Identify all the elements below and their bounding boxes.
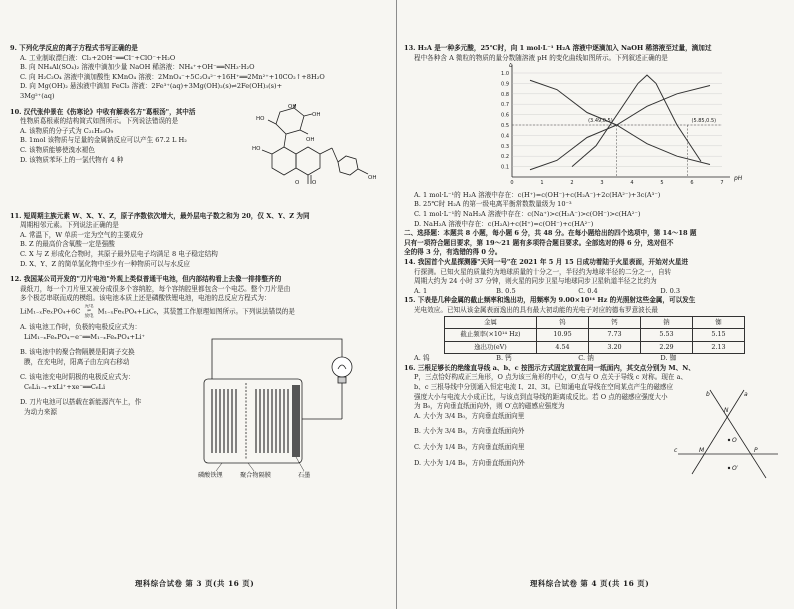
x-tick-label: 6 (690, 180, 694, 187)
q13-option-d: D. NaH₂A 溶液中存在：c(H₂A)+c(H⁺)=c(OH⁻)+c(HA²⁻) (414, 219, 594, 228)
q13-option-b: B. 25℃时 H₂A 的第一级电离平衡常数数量级为 10⁻³ (414, 200, 572, 209)
annotation-label: (3.49,0.5) (588, 118, 613, 125)
q15-option-d: D. 铷 (660, 354, 677, 363)
y-tick-label: 0.9 (501, 81, 509, 88)
q12-options-block (10, 319, 388, 479)
blade-battery-diagram (192, 319, 388, 479)
x-axis-label: pH (734, 175, 743, 183)
x-tick-label: 1 (540, 180, 544, 187)
reversible-arrow: 充电 ⇌ 放电 (84, 303, 94, 319)
q15-options (404, 354, 786, 364)
table-row: 截止频率(×10¹⁴ Hz) 10.95 7.73 5.53 5.15 (445, 329, 745, 342)
page-divider (396, 0, 397, 609)
q10-option-b: B. 1mol 该物质与足量的金属钠反应可以产生 67.2 L H₂ (20, 136, 187, 145)
q16-stem: 16. 三根足够长的绝缘直导线 a、b、c 按图示方式固定放置在同一纸面内，其交点分别为 M、N、 (404, 363, 695, 372)
wire-triangle-diagram (674, 382, 784, 482)
q12-option-a-cont: LiM₁₋ₓFeₓPO₄−e⁻══M₁₋ₓFeₓPO₄+Li⁺ (24, 332, 145, 341)
y-tick-label: 0.3 (501, 143, 509, 150)
q10-stem: 10. 汉代张仲景在《伤寒论》中收有解表名方"葛根汤"，其中活 (10, 107, 196, 116)
q14-option-d: D. 0.3 (660, 286, 681, 295)
y-tick-label: 0.8 (501, 91, 509, 98)
q12-option-b: B. 该电池中的聚合物隔膜是阳离子交换 (20, 348, 135, 357)
q9-option-d: D. 向 Mg(OH)₂ 悬浊液中滴加 FeCl₃ 溶液：2Fe³⁺(aq)+3Mg(OH)₂(s)⇌2Fe(OH)₃(s)+ (20, 82, 283, 91)
q12-stem: 12. 我国某公司开发的"刀片电池"外观上类似普通干电池，但内部结构看上去像一排排整齐的 (10, 275, 282, 284)
y-tick-label: 0.4 (501, 133, 509, 140)
q14-options (404, 287, 786, 297)
q14-stem-3: 周期大约为 24 小时 37 分钟，则火星的同步卫星与地球同步卫星轨道半径之比约为 (414, 277, 657, 286)
q12-option-d-cont: 为动力来源 (24, 408, 57, 417)
svg-text:O: O (312, 179, 317, 186)
section-2-line2: 只有一项符合题目要求，第 19～21 题有多项符合题目要求。全部选对的得 6 分，选对但不 (404, 238, 674, 247)
q14-stem-2: 行探测。已知火星的质量约为地球质量的十分之一，半径约为地球半径的二分之一，自转 (414, 267, 672, 276)
q16-option-b: B. 大小为 3/4 B₀，方向垂直纸面向外 (414, 427, 525, 436)
q12-option-d: D. 刀片电池可以搭载在新能源汽车上，作 (20, 398, 142, 407)
q9-option-b: B. 向 NH₄Al(SO₄)₂ 溶液中滴加少量 NaOH 稀溶液：NH₄⁺+OH⁻══NH₃·H₂O (20, 63, 255, 72)
table-header-row: 金属 钨 钙 钠 铷 (445, 316, 745, 329)
svg-text:a: a (744, 390, 748, 398)
q13-stem: 13. H₂A 是一种多元酸，25℃时，向 1 mol·L⁻¹ H₂A 溶液中逐滴加入 NaOH 稀溶液至过量，滴加过 (404, 44, 712, 52)
table-row: 逸出功(eV) 4.54 3.20 2.29 2.13 (445, 341, 745, 354)
label-separator: 聚合物隔膜 (240, 471, 271, 479)
q14-option-b: B. 0.5 (496, 286, 516, 295)
q16-option-d: D. 大小为 1/4 B₀，方向垂直纸面向外 (414, 458, 525, 467)
x-tick-label: 2 (570, 180, 574, 187)
footer-left: 理科综合试卷 第 3 页(共 16 页) (135, 579, 255, 588)
q16-option-c: C. 大小为 1/4 B₀，方向垂直纸面向里 (414, 443, 525, 452)
label-lfp: 磷酸铁锂 (198, 471, 223, 479)
q10-option-d: D. 该物质苯环上的一氯代物有 4 种 (20, 155, 124, 164)
left-page (10, 44, 388, 479)
y-tick-label: 0.6 (501, 112, 509, 119)
right-page (404, 44, 786, 482)
chart-series (530, 75, 710, 170)
q16-stem-4: 强度大小与电流大小成正比，与该点到直导线的距离成反比。若 O 点的磁感应强度大小 (414, 392, 668, 401)
q15-option-a: A. 钨 (414, 354, 430, 363)
q16-stem-3: b、c 三根导线中分别通入恒定电流 I、2I、3I。已知通电直导线在空间某点产生的磁感应 (414, 383, 674, 392)
svg-text:P: P (754, 446, 758, 454)
q15-stem: 15. 下表是几种金属的截止频率和逸出功，用频率为 9.00×10¹⁴ Hz 的光照射这些金属，可以发生 (404, 296, 696, 305)
q16-stem-2: P，三点恰好构成正三角形，O 点为该三角形的中心，O′点与 O 点关于导线 c 对称。现在 a、 (414, 373, 688, 382)
svg-text:HO: HO (256, 115, 265, 122)
q12-stem-3: 多个极芯串联而成的模组。该电池本质上还是磷酸铁锂电池，电池的总反应方程式为： (20, 294, 271, 303)
x-tick-label: 5 (660, 180, 664, 187)
q13-option-a: A. 1 mol·L⁻¹的 H₂A 溶液中存在：c(H⁺)=c(OH⁻)+c(H₂A⁻)+2c(HA²⁻)+3c(A³⁻) (414, 190, 661, 199)
svg-text:OH: OH (288, 103, 297, 110)
q12-option-a: A. 该电池工作时，负极的电极反应式为： (20, 322, 142, 331)
y-tick-label: 0.2 (501, 154, 509, 161)
y-axis-label: δ (509, 63, 513, 70)
q9-stem: 9. 下列化学反应的离子方程式书写正确的是 (10, 44, 138, 52)
svg-text:OH: OH (312, 111, 321, 118)
q12-option-c: C. 该电池充电时阴极的电极反应式为： (20, 373, 135, 382)
section-2-line3: 全的得 3 分，有选错的得 0 分。 (404, 248, 502, 257)
q13-option-c: C. 1 mol·L⁻¹的 NaH₂A 溶液中存在：c(Na⁺)>c(H₂A⁻)>c(OH⁻)>c(HA²⁻) (414, 209, 641, 218)
svg-text:OH: OH (306, 136, 315, 143)
q14-option-a: A. 1 (414, 286, 428, 295)
q11-stem-cont: 周期相邻元素。下列说法正确的是 (20, 221, 119, 230)
svg-text:b: b (706, 390, 710, 398)
q16-stem-5: 为 B₀，方向垂直纸面向外，则 O′点的磁感应强度为 (414, 402, 565, 411)
svg-text:O: O (732, 436, 737, 444)
q10-option-c: C. 该物质能够使溴水褪色 (20, 145, 95, 154)
q10-option-a: A. 该物质的分子式为 C₂₁H₂₀O₉ (20, 126, 114, 135)
q11-option-d: D. X、Y、Z 的简单氢化物中至少有一种物质可以与水反应 (20, 259, 191, 268)
svg-text:O′: O′ (732, 464, 739, 472)
q12-equation: LiM₁₋ₓFeₓPO₄+6C 充电 ⇌ 放电 M₁₋ₓFeₓPO₄+LiC₆，其装置工作原理如图所示。下列说法错误的是 (20, 303, 295, 319)
y-tick-label: 0.1 (501, 164, 509, 171)
annotation-label: (5.85,0.5) (691, 118, 717, 125)
x-tick-label: 7 (720, 180, 724, 187)
q9-option-d-cont: 3Mg²⁺(aq) (20, 91, 55, 100)
y-tick-label: 1.0 (501, 71, 509, 78)
q16-option-a: A. 大小为 3/4 B₀，方向垂直纸面向里 (414, 411, 525, 420)
puerarin-structure-figure (250, 104, 385, 208)
q9-option-a: A. 工业制取漂白液：Cl₂+2OH⁻══Cl⁻+ClO⁻+H₂O (20, 53, 176, 62)
q13-distribution-chart (404, 63, 786, 187)
svg-text:M: M (699, 446, 705, 454)
section-2-heading: 二、选择题：本题共 8 小题，每小题 6 分，共 48 分。在每小题给出的四个选项中，第 14～18 题 (404, 229, 697, 238)
q14-option-c: C. 0.4 (578, 286, 598, 295)
x-tick-label: 3 (600, 180, 604, 187)
q9-option-c: C. 向 H₂C₂O₄ 溶液中滴加酸性 KMnO₄ 溶液：2MnO₄⁻+5C₂O₄²⁻+16H⁺══2Mn²⁺+10CO₂↑+8H₂O (20, 72, 325, 81)
y-tick-label: 0.5 (501, 123, 509, 130)
q12-option-b-cont: 膜，在充电时，阳离子由左向右移动 (24, 357, 130, 366)
q15-option-c: C. 钠 (578, 354, 594, 363)
label-graphite: 石墨 (298, 471, 311, 479)
x-tick-label: 4 (630, 180, 634, 187)
q13-stem-cont: 程中各种含 A 微粒的物质的量分数随溶液 pH 的变化曲线如图所示。下列叙述正确的是 (414, 53, 668, 62)
q11-option-a: A. 常温下，W 单质一定为空气的主要成分 (20, 230, 144, 239)
svg-text:c: c (674, 446, 678, 454)
footer-right: 理科综合试卷 第 4 页(共 16 页) (530, 579, 650, 588)
y-tick-label: 0.7 (501, 102, 509, 109)
q12-option-c-cont: C₆Li₁₋ₓ+xLi⁺+xe⁻══C₆Li (24, 382, 106, 391)
svg-text:N: N (724, 406, 729, 414)
q14-stem: 14. 我国首个火星探测器"天问一号"在 2021 年 5 月 15 日成功着陆于火星表面，开始对火星进 (404, 257, 689, 266)
x-tick-label: 0 (510, 180, 514, 187)
svg-text:OH: OH (368, 174, 377, 181)
q12-stem-2: 裁纸刀，每一个刀片里又被分成很多个容纳腔，每个容纳腔里都包含一个电芯。整个刀片是由 (20, 284, 291, 293)
metal-table (444, 316, 745, 355)
q10-stem-cont: 性物质葛根素的结构简式如图所示。下列说法错误的是 (20, 117, 179, 126)
q10-block (10, 103, 388, 212)
svg-text:O: O (295, 179, 300, 186)
q11-option-b: B. Z 的最高价含氧酸一定是强酸 (20, 240, 115, 249)
q15-stem-2: 光电效应。已知从该金属表面逸出的具有最大初动能的光电子对应的德布罗意波长最 (414, 305, 658, 314)
q11-stem: 11. 短周期主族元素 W、X、Y、Z，原子序数依次增大，最外层电子数之和为 20，仅 X、Y、Z 为同 (10, 211, 310, 220)
q15-option-b: B. 钙 (496, 354, 512, 363)
svg-text:HO: HO (252, 145, 261, 152)
q11-option-c: C. X 与 Z 形成化合物时，其原子最外层电子均满足 8 电子稳定结构 (20, 249, 218, 258)
